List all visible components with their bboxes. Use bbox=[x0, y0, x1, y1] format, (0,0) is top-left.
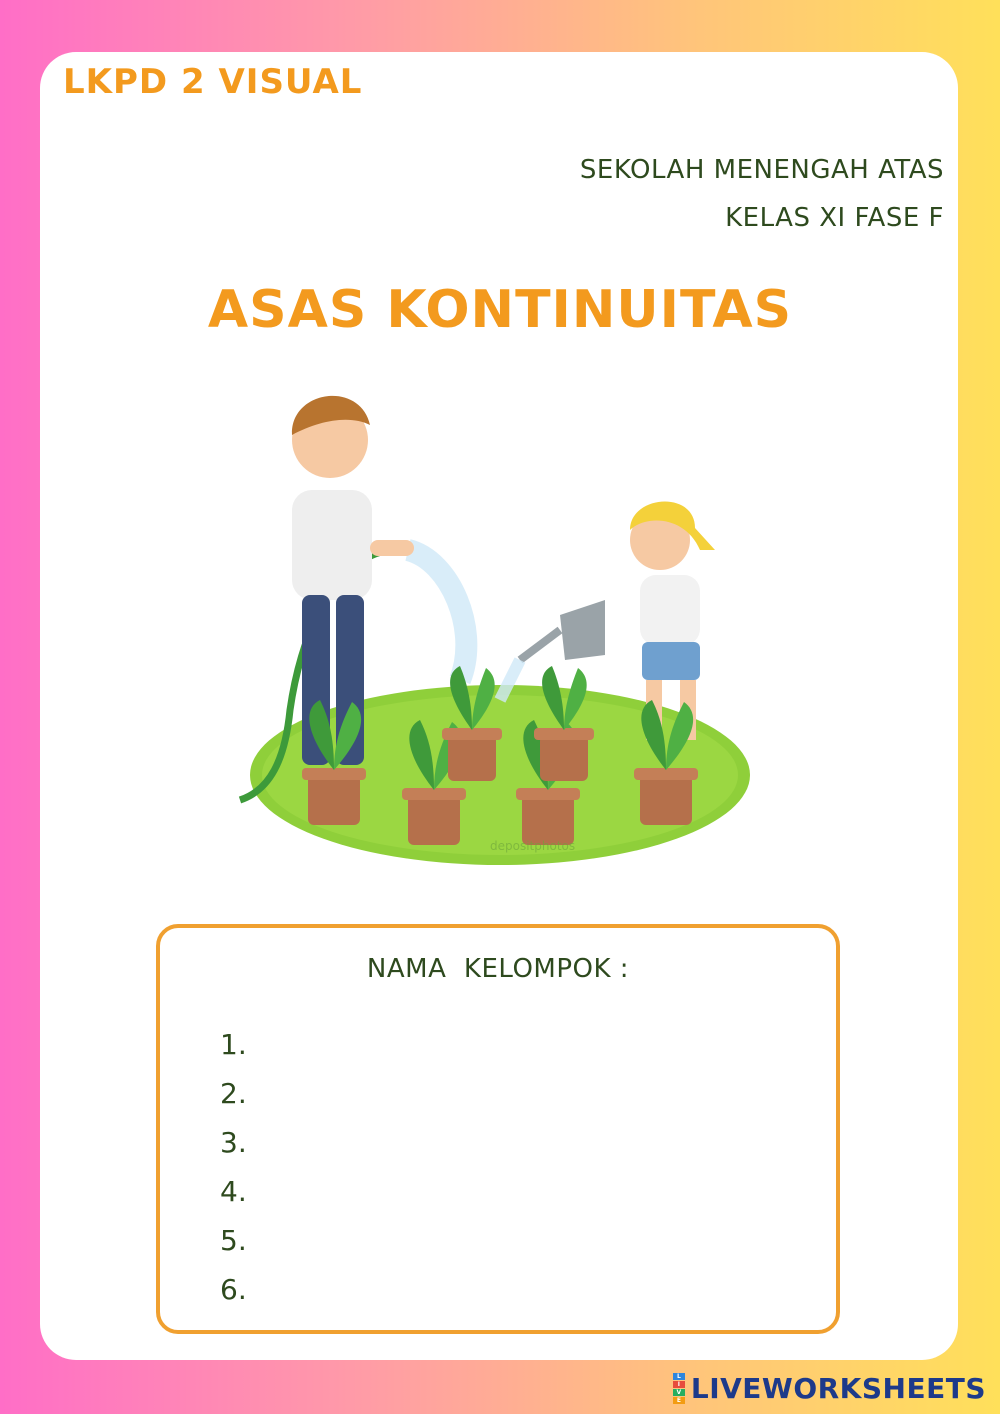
worksheet-tag: LKPD 2 VISUAL bbox=[63, 62, 363, 102]
class-phase: KELAS XI FASE F bbox=[725, 203, 944, 233]
school-info bbox=[580, 146, 944, 242]
list-item[interactable]: 1. bbox=[220, 1028, 247, 1061]
school-level: SEKOLAH MENENGAH ATAS bbox=[579, 155, 944, 185]
liveworksheets-logo-icon: L I V E bbox=[673, 1373, 685, 1404]
list-item[interactable]: 6. bbox=[220, 1273, 247, 1306]
brand-name: LIVEWORKSHEETS bbox=[690, 1372, 986, 1405]
liveworksheets-brand bbox=[673, 1372, 986, 1405]
list-item[interactable]: 2. bbox=[220, 1077, 247, 1110]
list-item[interactable]: 3. bbox=[220, 1126, 247, 1159]
watermark-text: depositphotos bbox=[490, 839, 576, 853]
list-item[interactable]: 5. bbox=[220, 1224, 247, 1257]
page-title: ASAS KONTINUITAS bbox=[207, 280, 793, 340]
list-item[interactable]: 4. bbox=[220, 1175, 247, 1208]
group-names-box bbox=[156, 924, 840, 1334]
gardening-illustration-icon bbox=[230, 380, 770, 880]
group-names-title: NAMA KELOMPOK : bbox=[366, 954, 630, 984]
member-list bbox=[220, 1020, 247, 1314]
